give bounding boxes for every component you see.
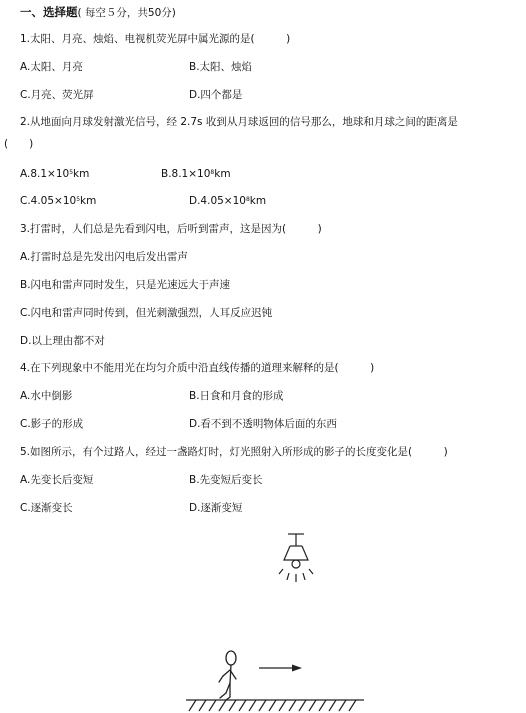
question-3-option-b: B.闪电和雷声同时发生，只是光速远大于声速 xyxy=(20,279,231,291)
question-2-option-a: $A.8.1\times 10^5km$ xyxy=(20,168,90,180)
question-3-option-a: A.打雷时总是先发出闪电后发出雷声 xyxy=(20,251,188,263)
question-4-option-d: D.看不到不透明物体后面的东西 xyxy=(189,418,337,430)
question-4-option-c: C.影子的形成 xyxy=(20,418,84,430)
question-5-option-a: A.先变长后变短 xyxy=(20,474,94,486)
question-1-option-c: C.月亮、荧光屏 xyxy=(20,89,94,101)
arrow-right-icon xyxy=(259,665,302,672)
section-title-text: 一、选择题 xyxy=(20,5,78,19)
question-1-stem: 1.太阳、月亮、烛焰、电视机荧光屏中属光源的是( ) xyxy=(20,33,291,45)
question-5-stem: 5.如图所示，有个过路人，经过一盏路灯时，灯光照射入所形成的影子的长度变化是( ) xyxy=(20,446,448,458)
question-5-option-b: B.先变短后变长 xyxy=(189,474,263,486)
question-3-option-d: D.以上理由都不对 xyxy=(20,335,105,347)
section-title xyxy=(20,5,176,20)
question-2-stem-continued: ( ) xyxy=(4,138,34,150)
question-4-option-b: B.日食和月食的形成 xyxy=(189,390,284,402)
question-3-option-c: C.闪电和雷声同时传到，但光刺激强烈，人耳反应迟钝 xyxy=(20,307,273,319)
question-2-option-b: $B.8.1\times 10^8km$ xyxy=(161,168,231,180)
question-1-option-b: B.太阳、烛焰 xyxy=(189,61,253,73)
question-5-option-c: C.逐渐变长 xyxy=(20,502,73,514)
ground-line xyxy=(186,700,364,711)
question-1-option-a: A.太阳、月亮 xyxy=(20,61,83,73)
question-2-stem: 2.从地面向月球发射激光信号，经 2.7s 收到从月球返回的信号那么，地球和月球之间的距离是 xyxy=(20,116,458,128)
question-4-option-a: A.水中倒影 xyxy=(20,390,73,402)
lamp-and-pedestrian-figure xyxy=(0,520,526,713)
question-2-option-d: $D.4.05\times 10^8km$ xyxy=(189,195,267,207)
question-4-stem: 4.在下列现象中不能用光在均匀介质中沿直线传播的道理来解释的是( ) xyxy=(20,362,375,374)
street-lamp-icon xyxy=(279,534,313,582)
question-3-stem: 3.打雷时，人们总是先看到闪电，后听到雷声，这是因为( ) xyxy=(20,223,322,235)
question-5-option-d: D.逐渐变短 xyxy=(189,502,243,514)
section-score-note: ( 每空５分，共50分) xyxy=(77,7,176,19)
pedestrian-icon xyxy=(219,651,236,700)
question-1-option-d: D.四个都是 xyxy=(189,89,243,101)
question-2-option-c: $C.4.05\times 10^5km$ xyxy=(20,195,97,207)
